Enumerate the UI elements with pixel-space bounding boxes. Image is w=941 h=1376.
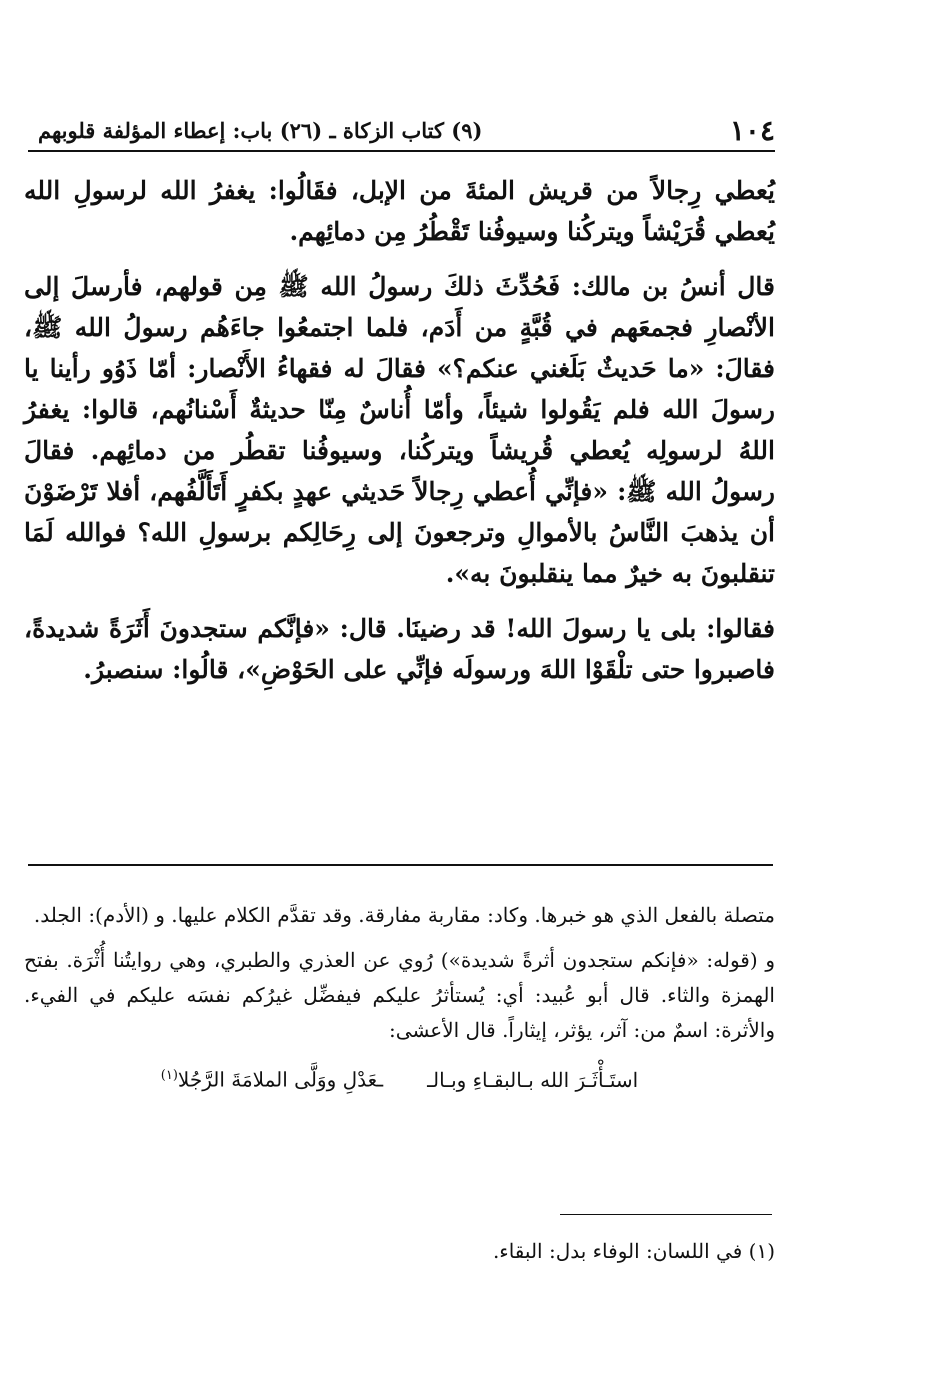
commentary-paragraph: متصلة بالفعل الذي هو خبرها. وكاد: مقاربة مفارقة. وقد تقدَّم الكلام عليها. و (الأدم): الجلد. — [33, 903, 775, 927]
main-paragraph: يُعطي رِجالاً من قريش المئةَ من الإبل، فقَالُوا: يغفرُ الله لرسولِ الله يُعطي قُرَيْشاً ويتركُنا وسيوفُنا تَقْطُرُ مِن دمائِهم. — [24, 176, 775, 246]
footnote-rule — [560, 1214, 772, 1215]
main-text — [24, 170, 775, 704]
verse-second-half — [161, 1058, 383, 1098]
running-head: (٩) كتاب الزكاة ـ (٢٦) باب: إعطاء المؤلفة قلوبهم — [38, 118, 483, 143]
commentary-text — [24, 898, 775, 1108]
verse-second-half-text: ـعَدْلِ ووَلَّى الملامَةَ الرَّجُلا — [177, 1067, 384, 1092]
section-divider — [28, 864, 773, 866]
main-paragraph: قال أنسُ بن مالك: فَحُدِّثَ ذلكَ رسولُ الله ﷺ مِن قولهم، فأرسلَ إلى الأنْصارِ فجمعَهم في قُبَّةٍ من أَدَم، فلما اجتمعُوا جاءَهُم رسولُ الله ﷺ، فقالَ: «ما حَديثٌ بَلَغني عنكم؟» فقالَ له فقهاءُ الأَنْصار: أمّا ذَوُو رأينا يا رسولَ الله فلم يَقُولوا شيئاً، وأمّا أُناسٌ مِنّا حديثةٌ أَسْنانُهم، قالوا: يغفرُ اللهُ لرسولِه يُعطي قُريشاً ويتركُنا، وسيوفُنا تقطُر من دمائِهم. فقالَ رسولُ الله ﷺ: «فإنِّي أُعطي رِجالاً حَديثي عهدٍ بكفرٍ أَتَأَلَّفُهم، أفلا تَرْضَوْنَ أن يذهبَ النَّاسُ بالأموالِ وترجعونَ إلى رِحَالِكم برسولِ الله؟ فوالله لَمَا تنقلبونَ به خيرٌ مما ينقلبونَ به». — [24, 272, 775, 588]
poetry-verse — [24, 1058, 775, 1098]
commentary-paragraph: و (قوله: «فإنكم ستجدون أثرةً شديدة») رُوي عن العذري والطبري، وهي روايتُنا أُثْرَة. بفتح الهمزة والثاء. قال أبو عُبيد: أي: يُستأثرُ عليكم فيفضِّل غيرُكم نفسَه عليكم في الفيء. والأثرة: اسمٌ من: آثر، يؤثر، إيثاراً. قال الأعشى: — [24, 948, 775, 1042]
footnote: (١) في اللسان: الوفاء بدل: البقاء. — [492, 1239, 775, 1263]
page-number: ١٠٤ — [729, 114, 775, 147]
main-paragraph: فقالوا: بلى يا رسولَ الله! قد رضينَا. قال: «فإنَّكم ستجدونَ أَثَرَةً شديدةً، فاصبروا حتى تلْقَوْا اللهَ ورسولَه فإنِّي على الحَوْضِ»، قالُوا: سنصبرُ. — [24, 614, 775, 684]
page-header — [28, 110, 775, 152]
verse-first-half: استَـأْثَـرَ الله بـالبقـاءِ وبـالـ — [427, 1067, 639, 1092]
footnote-reference[interactable]: (١) — [160, 1068, 178, 1083]
footnotes — [24, 1234, 775, 1268]
